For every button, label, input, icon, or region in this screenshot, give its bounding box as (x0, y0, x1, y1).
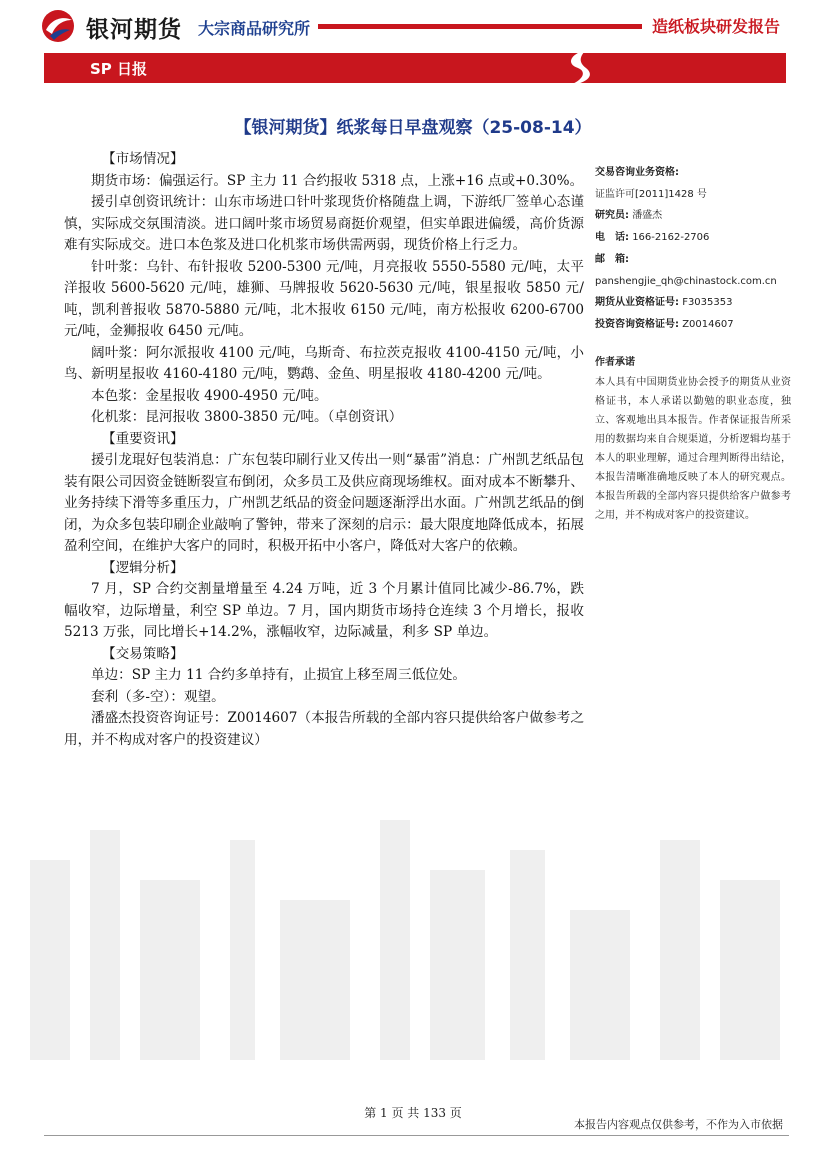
body-paragraph: 阔叶浆：阿尔派报收 4100 元/吨，乌斯奇、布拉茨克报收 4100-4150 元/吨，小鸟、新明星报收 4160-4180 元/吨，鹦鹉、金鱼、明星报收 4180-4200 元/吨。 (64, 344, 584, 382)
section-heading: 【交易策略】 (102, 645, 184, 662)
body-paragraph: 潘盛杰投资咨询证号：Z0014607（本报告所载的全部内容只提供给客户做参考之用，并不构成对客户的投资建议） (64, 710, 584, 748)
daily-label: SP 日报 (90, 60, 148, 78)
analyst-sidebar (595, 162, 791, 525)
body-paragraph: 针叶浆：乌针、布针报收 5200-5300 元/吨，月亮报收 5550-5580 元/吨，太平洋报收 5600-5620 元/吨，雄狮、马牌报收 5620-5630 元/吨，银星报收 5850 元/吨，凯利普报收 5870-5880 元/吨，北木报收 6150 元/吨，南方松报收 6200-6700 元/吨，金狮报收 6450 元/吨。 (64, 258, 584, 339)
researcher-label: 研究员: (595, 210, 629, 222)
report-title: 【银河期货】纸浆每日早盘观察（25-08-14） (234, 118, 592, 138)
brand-swoosh-icon (556, 48, 600, 88)
brand-name: 银河期货 (86, 17, 182, 43)
invest-cert-label: 投资咨询资格证号: (595, 318, 679, 330)
email-row (595, 249, 791, 271)
invest-cert-row (595, 314, 791, 336)
invest-cert: Z0014607 (682, 318, 734, 330)
commitment-heading: 作者承诺 (595, 356, 635, 368)
phone-row (595, 227, 791, 249)
footer-divider (44, 1135, 789, 1136)
email-address[interactable]: panshengjie_qh@chinastock.com.cn (595, 275, 777, 287)
email-label: 邮 箱: (595, 253, 629, 265)
section-heading: 【逻辑分析】 (102, 559, 184, 576)
report-type: 造纸板块研发报告 (652, 17, 781, 36)
phone-number: 166-2162-2706 (632, 232, 710, 244)
futures-cert: F3035353 (682, 297, 733, 309)
daily-banner (44, 53, 786, 83)
qualification-heading: 交易咨询业务资格: (595, 167, 679, 178)
body-paragraph: 7 月，SP 合约交割量增量至 4.24 万吨，近 3 个月累计值同比减少-86.7%，跌幅收窄，边际增量，利空 SP 单边。7 月，国内期货市场持仓连续 3 个月增长，报收 5213 万张，同比增长+14.2%，涨幅收窄，边际减量，利多 SP 单边。 (64, 581, 584, 640)
page-number: 第 1 页 共 133 页 (364, 1106, 462, 1120)
body-paragraph: 单边：SP 主力 11 合约多单持有，止损宜上移至周三低位处。 (91, 667, 466, 683)
body-paragraph: 化机浆：昆河报收 3800-3850 元/吨。（卓创资讯） (91, 409, 403, 425)
body-paragraph: 期货市场：偏强运行。SP 主力 11 合约报收 5318 点，上涨+16 点或+0.30%。 (91, 172, 584, 189)
header-divider (318, 24, 642, 29)
watermark-graphic (20, 820, 806, 1120)
researcher-row (595, 205, 791, 227)
report-body (64, 149, 584, 751)
footer-disclaimer: 本报告内容观点仅供参考，不作为入市依据 (574, 1118, 783, 1131)
phone-label: 电 话: (595, 232, 629, 244)
futures-cert-label: 期货从业资格证号: (595, 297, 679, 309)
section-heading: 【市场情况】 (102, 151, 184, 167)
futures-cert-row (595, 292, 791, 314)
license-number: 证监许可[2011]1428 号 (595, 188, 707, 200)
section-heading: 【重要资讯】 (102, 430, 184, 447)
body-paragraph: 套利（多-空）：观望。 (91, 688, 225, 705)
institute-name: 大宗商品研究所 (198, 19, 311, 38)
researcher-name: 潘盛杰 (632, 210, 663, 222)
galaxy-logo-icon (38, 8, 78, 44)
body-paragraph: 本色浆：金星报收 4900-4950 元/吨。 (91, 387, 328, 404)
body-paragraph: 援引龙琨好包装消息：广东包装印刷行业又传出一则“暴雷”消息：广州凯艺纸品包装有限公司因资金链断裂宣布倒闭，众多员工及供应商现场维权。面对成本不断攀升、业务持续下滑等多重压力，广州凯艺纸品的资金问题逐渐浮出水面。广州凯艺纸品的倒闭，为众多包装印刷企业敲响了警钟，带来了深刻的启示：最大限度地降低成本，拓展盈利空间，在维护大客户的同时，积极开拓中小客户，降低对大客户的依赖。 (64, 452, 584, 554)
commitment-text: 本人具有中国期货业协会授予的期货从业资格证书，本人承诺以勤勉的职业态度，独立、客观地出具本报告。作者保证报告所采用的数据均来自合规渠道，分析逻辑均基于本人的职业理解，通过合理判断得出结论，本报告清晰准确地反映了本人的研究观点。本报告所载的全部内容只提供给客户做参考之用，并不构成对客户的投资建议。 (595, 377, 791, 522)
body-paragraph: 援引卓创资讯统计：山东市场进口针叶浆现货价格随盘上调，下游纸厂签单心态谨慎，实际成交氛围清淡。进口阔叶浆市场贸易商挺价观望，但实单跟进偏缓，高价货源难有实际成交。进口本色浆及进口化机浆市场供需两弱，现货价格上行乏力。 (64, 194, 584, 253)
